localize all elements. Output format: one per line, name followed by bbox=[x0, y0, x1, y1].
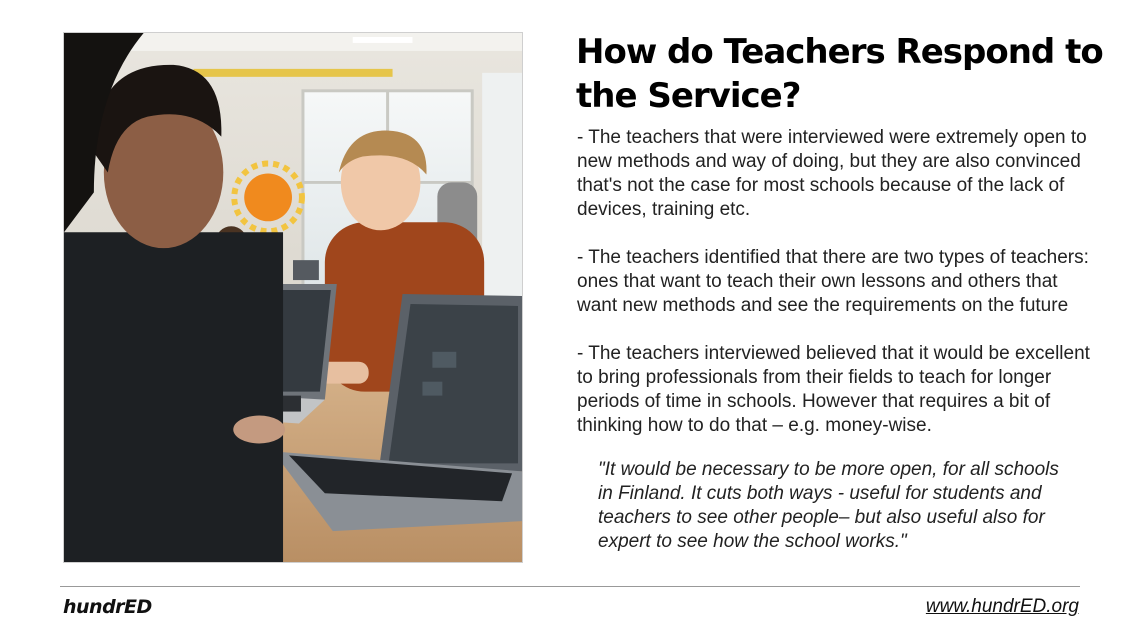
teacher-quote: "It would be necessary to be more open, for all schools in Finland. It cuts both ways - useful for students and teachers to see other people– but also useful also for expert to see how the school works." bbox=[598, 459, 1059, 552]
classroom-illustration bbox=[64, 33, 522, 562]
wall-trim bbox=[193, 69, 392, 77]
body-text bbox=[577, 126, 1097, 462]
paragraph-openness: - The teachers that were interviewed were extremely open to new methods and way of doing, but they are also convinced that's not the case for most schools because of the lack of devices, training etc. bbox=[577, 127, 1087, 220]
slide-title: How do Teachers Respond to the Service? bbox=[576, 32, 1103, 116]
paragraph-teacher-types: - The teachers identified that there are two types of teachers: ones that want to teach their own lessons and others that want new methods and see the requirements on the future bbox=[577, 247, 1089, 316]
side-window bbox=[482, 73, 522, 312]
website-link[interactable]: www.hundrED.org bbox=[925, 596, 1079, 617]
footer-divider bbox=[60, 586, 1080, 587]
classroom-photo bbox=[63, 32, 523, 563]
hundred-logo: hundrED bbox=[63, 596, 152, 618]
ceiling-light bbox=[353, 37, 413, 43]
paragraph-professionals: - The teachers interviewed believed that it would be excellent to bring professionals from their fields to teach for longer periods of time in schools. However that requires a bit of thinking how to do that – e.g. money-wise. bbox=[577, 343, 1090, 436]
